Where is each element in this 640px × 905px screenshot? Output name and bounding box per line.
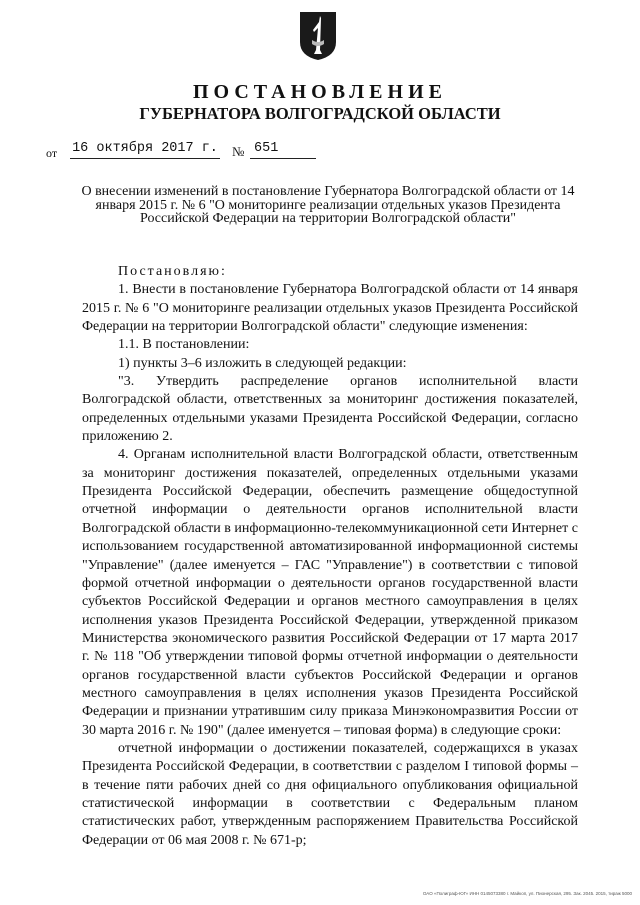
resolution-heading: Постановляю: <box>118 264 227 279</box>
paragraph: "3. Утвердить распределение органов исполнительной власти Волгоградской области, ответственных за мониторинг достижения показателей, определенных отдельными указами Президента Российской Федерации, согласно приложению 2. <box>82 374 578 445</box>
document-number: 651 <box>250 140 316 159</box>
document-date: 16 октября 2017 г. <box>70 140 220 159</box>
number-label: № <box>232 144 245 159</box>
document-issuer: ГУБЕРНАТОРА ВОЛГОГРАДСКОЙ ОБЛАСТИ <box>139 104 501 123</box>
paragraph: 1.1. В постановлении: <box>118 337 250 353</box>
paragraph: 1. Внести в постановление Губернатора Волгоградской области от 14 января 2015 г. № 6 "О мониторинге реализации отдельных указов Президента Российской Федерации на территории Волгоградской области" следующие изменения: <box>82 282 578 335</box>
dateline <box>46 140 640 164</box>
printer-footer: ОАО «Полиграф-ЮГ» ИНН 0145073380 г. Майкоп, ул. Пионерская, 295. Зак. 2045. 2015, тираж 5000 <box>422 891 632 896</box>
paragraph: отчетной информации о достижении показателей, содержащихся в указах Президента Российской Федерации, в соответствии с разделом I типовой формы – в течение пяти рабочих дней со дня официального опубликования официальной статистической информации в соответствии с Федеральным планом статистических работ, утвержденным распоряжением Правительства Российской Федерации от 06 мая 2008 г. № 671-р; <box>82 740 578 848</box>
paragraph: 1) пункты 3–6 изложить в следующей редакции: <box>118 355 407 371</box>
document-body <box>82 263 578 850</box>
date-prefix-label: от <box>46 146 58 160</box>
document-title: ПОСТАНОВЛЕНИЕ <box>193 81 447 103</box>
volgograd-emblem-icon <box>298 10 338 62</box>
subject-text: О внесении изменений в постановление Губернатора Волгоградской области от 14 января 2015 г. № 6 "О мониторинге реализации отдельных указов Президента Российской Федерации на территории Волгоградской области" <box>81 184 575 226</box>
paragraph: 4. Органам исполнительной власти Волгоградской области, ответственным за мониторинг достижения показателей, определенных отдельными указами Президента Российской Федерации, обеспечить размещение общедоступной отчетной информации о деятельности органов исполнительной власти Волгоградской области в информационно-телекоммуникационной сети Интернет с использованием государственной автоматизированной информационной системы "Управление" (далее именуется – ГАС "Управление") в соответствии с типовой формой отчетной информации о деятельности органов государственной власти субъектов Российской Федерации и органов местного самоуправления в целях исполнения указов Президента Российской Федерации, утвержденной приказом Министерства экономического развития Российской Федерации от 17 марта 2017 г. № 118 "Об утверждении типовой формы отчетной информации о деятельности органов государственной власти субъектов Российской Федерации и органов местного самоуправления в целях исполнения указов Президента Российской Федерации и признании утратившим силу приказа Минэкономразвития России от 30 марта 2016 г. № 190" (далее именуется – типовая форма) в следующие сроки: <box>82 447 578 738</box>
